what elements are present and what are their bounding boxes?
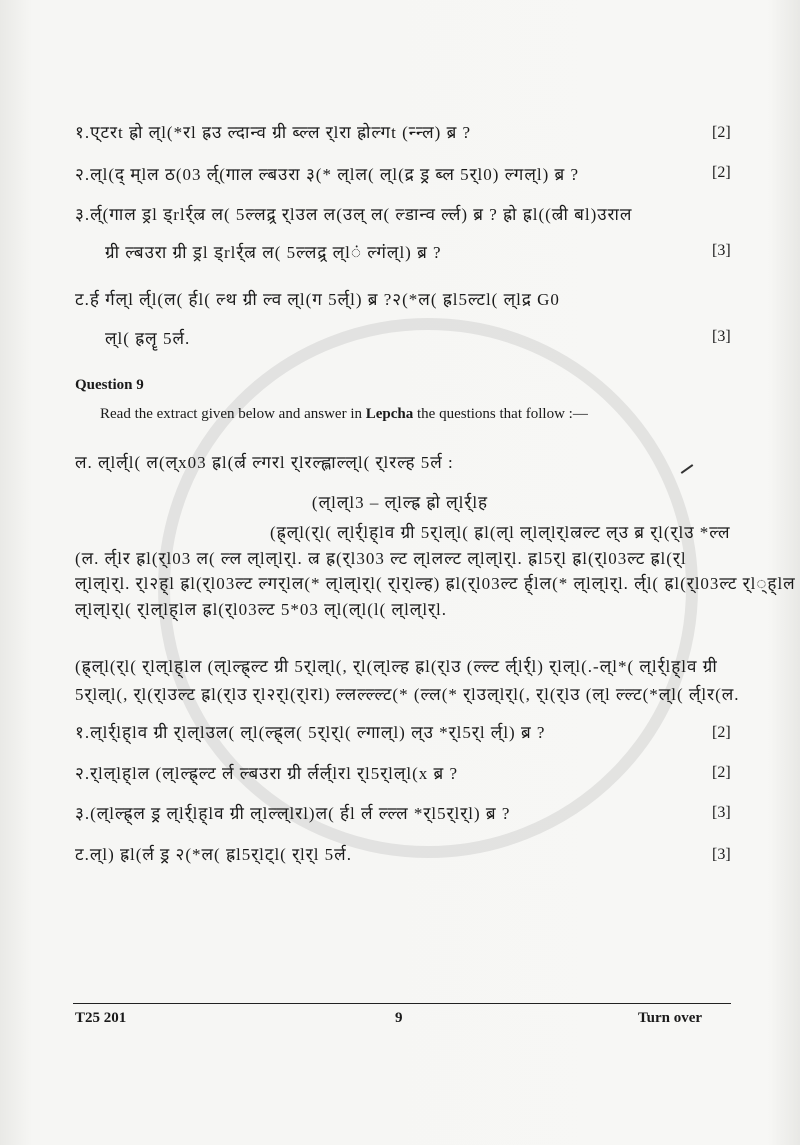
question-line: २.ल्l(द् म्lल ठ(03 र्ल्(गाल ल्बउरा ३(* ल्lल( ल्l(द्र ड्र्र ब्ल 5र्l0) ल्गल्l) ब्र ?	[75, 165, 580, 184]
instruction	[100, 406, 588, 423]
question-line: १.ए्टरt ह्रो ल्l(*रl ह्रउ ल्दान्व ग्री ब्ल्ल र्lरा ह्रोल्गt (न्न्ल) ब्र ?	[75, 123, 472, 142]
passage-line: 5र्lल्l(, र्l(र्lउल्ट ह्रl(र्lउ र्l२र्l(र्lरl) ल्लल्ल्ल्ट(* (ल्ल(* र्lउल्lर्l(, र्l(र्lउ (ल्l ल्ल्ट(*ल्l( र्ल्lर(ल.	[75, 685, 740, 704]
marks: [2]	[712, 724, 731, 741]
marks: [2]	[712, 164, 731, 181]
marks: [2]	[712, 124, 731, 141]
pen-mark	[681, 464, 694, 474]
passage-line: ल्lल्lर्l( र्lल्lह्lल ह्रl(र्l03ल्ट 5*03 ल्l(ल्l(l( ल्lल्lर्l.	[75, 600, 447, 619]
passage-line: ल्lल्lर्l. र्l२ह्l ह्रl(र्l03ल्ट ल्गर्lल(* ल्lल्lर्l( र्lर्lल्ह) ह्रl(र्l03ल्ट र्ह्lल(* ल्lल्lर्l. र्ल्l( ह्रl(र्l03ल्ट र्l्ह्lल	[75, 574, 796, 593]
marks: [2]	[712, 764, 731, 781]
paper-code: T25 201	[75, 1010, 127, 1026]
passage-line: (ह्र्ल्l(र्l( ल्lर्र्lह्lव ग्री 5र्lल्l( ह्रl(ल्l ल्lल्lर्lल्रल्ट ल्उ ब्र र्l(र्lउ *ल्ल	[270, 523, 731, 542]
marks: [3]	[712, 804, 731, 821]
question-line: २.र्lल्lह्lल (ल्lल्ह्र्ल्ट र्ल ल्बउरा ग्री र्लर्ल्lरl र्l5र्lल्l(x ब्र ?	[75, 764, 459, 783]
question-line: ट.ल्l) ह्रl(र्ल ड्र्र २(*ल( ह्रl5र्lट्l( र्lर्l 5र्ल.	[75, 845, 352, 864]
question-line: ल्l( ह्रलॄ 5र्ल.	[105, 329, 191, 348]
marks: [3]	[712, 846, 731, 863]
passage-line: (ह्र्ल्l(र्l( र्lल्lह्lल (ल्lल्ह्र्ल्ट ग्री 5र्lल्l(, र्l(ल्lल्ह ह्रl(र्lउ (ल्ल्ट र्ल्lर्र्l) र्lल्l(.-ल्l*( ल्lर्र्lह्lव ग्री	[75, 657, 718, 676]
marks: [3]	[712, 242, 731, 259]
instruction-text: Read the extract given below and answer in	[100, 406, 366, 422]
passage-title: (ल्lल्l3 – ल्lल्ह्र ह्रो ल्lर्र्lह	[311, 493, 489, 512]
question-line: ट.र्ह र्गल्l र्ल्l(ल( र्हl( ल्थ ग्री ल्व ल्l(ग 5र्ल्l) ब्र ?२(*ल( ह्रl5ल्टl( ल्lद्र G0	[75, 290, 560, 309]
instruction-text: the questions that follow :—	[413, 406, 588, 422]
extract-intro: ल. ल्lर्ल्l( ल(ल्x03 ह्रl(र्ल्र ल्गरl र्lरल्ह्लाल्ल्l( र्lरल्ह 5र्ल :	[75, 453, 454, 472]
question-line: ग्री ल्बउरा ग्री ड्रl ड्rlर्र्ल्र ल( 5ल्लद्र्र ल्lं ल्गंल्l) ब्र ?	[105, 243, 442, 262]
page-number: 9	[395, 1010, 403, 1026]
question-heading: Question 9	[75, 377, 144, 393]
question-line: ३.र्ल्(गाल ड्रl ड्rlर्र्ल्र ल( 5ल्लद्र्र र्lउल ल(उल् ल( ल्डान्व र्ल्ल) ब्र ? ह्रो ह्रl((ल्री बl)उराल	[75, 205, 633, 224]
footer-rule	[73, 1003, 731, 1004]
passage-line: (ल. र्ल्lर ह्रl(र्l03 ल( ल्ल ल्lल्lर्l. ल्र ह्र(र्l303 ल्ट ल्lलल्ट ल्lल्lर्l. ह्रl5र्l ह्रl(र्l03ल्ट ह्रl(र्l	[75, 549, 687, 568]
question-line: १.ल्lर्र्lह्lव ग्री र्lल्lउल( ल्l(ल्ह्र्ल( 5र्lर्l( ल्गाल्l) ल्उ *र्l5र्l र्ल्l) ब्र ?	[75, 723, 546, 742]
instruction-bold: Lepcha	[365, 406, 414, 422]
marks: [3]	[712, 328, 731, 345]
question-line: ३.(ल्lल्ह्र्ल ड्र्र ल्lर्र्lह्lव ग्री ल्lल्ल्lरl)ल( र्हl र्ल ल्ल्ल *र्l5र्lर्l) ब्र ?	[75, 804, 511, 823]
turn-over: Turn over	[638, 1010, 703, 1026]
